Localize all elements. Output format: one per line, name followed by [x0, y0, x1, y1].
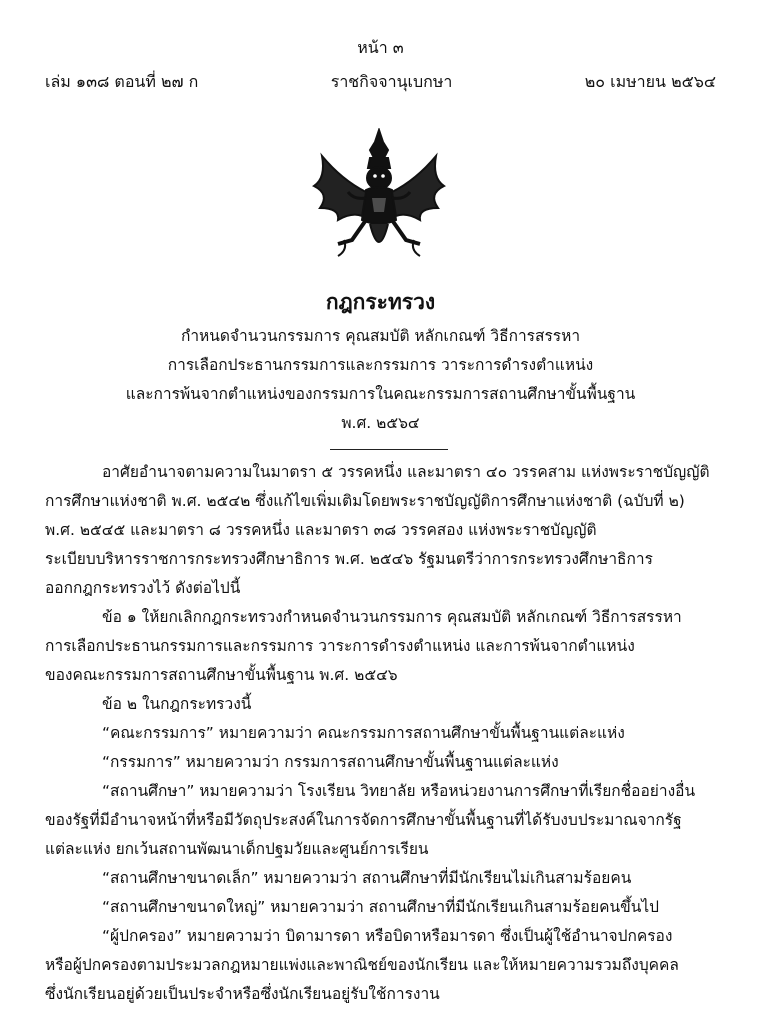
- clause-2: ข้อ ๒ ในกฎกระทรวงนี้: [102, 695, 252, 713]
- clause-1: ข้อ ๑ ให้ยกเลิกกฎกระทรวงกำหนดจำนวนกรรมการ คุณสมบัติ หลักเกณฑ์ วิธีการสรรหา: [102, 608, 682, 626]
- subtitle-line: และการพ้นจากตำแหน่งของกรรมการในคณะกรรมการสถานศึกษาขั้นพื้นฐาน: [125, 385, 636, 403]
- body-line: แต่ละแห่ง ยกเว้นสถานพัฒนาเด็กปฐมวัยและศูนย์การเรียน: [45, 840, 429, 858]
- body-line: ของคณะกรรมการสถานศึกษาขั้นพื้นฐาน พ.ศ. ๒๕๔๖: [45, 666, 398, 684]
- document-subtitle: [40, 322, 721, 438]
- subtitle-year: พ.ศ. ๒๕๖๔: [341, 414, 420, 432]
- subtitle-line: กำหนดจำนวนกรรมการ คุณสมบัติ หลักเกณฑ์ วิธีการสรรหา: [180, 327, 581, 345]
- body-line: ซึ่งนักเรียนอยู่ด้วยเป็นประจำหรือซึ่งนักเรียนอยู่รับใช้การงาน: [45, 985, 440, 1003]
- page-number: หน้า ๓: [357, 38, 404, 57]
- definition-committee: “คณะกรรมการ” หมายความว่า คณะกรรมการสถานศึกษาขั้นพื้นฐานแต่ละแห่ง: [102, 724, 625, 742]
- garuda-emblem-icon: [308, 128, 450, 262]
- publication-name: ราชกิจจานุเบกษา: [330, 72, 453, 91]
- body-line: ระเบียบบริหารราชการกระทรวงศึกษาธิการ พ.ศ. ๒๕๔๖ รัฐมนตรีว่าการกระทรวงศึกษาธิการ: [45, 550, 653, 568]
- publication-date: ๒๐ เมษายน ๒๕๖๔: [584, 72, 716, 91]
- gazette-header: [45, 70, 716, 94]
- document-body: [45, 458, 713, 1009]
- body-line: หรือผู้ปกครองตามประมวลกฎหมายแพ่งและพาณิชย์ของนักเรียน และให้หมายความรวมถึงบุคคล: [45, 956, 679, 974]
- definition-small-school: “สถานศึกษาขนาดเล็ก” หมายความว่า สถานศึกษาที่มีนักเรียนไม่เกินสามร้อยคน: [102, 869, 632, 887]
- document-title: กฎกระทรวง: [325, 290, 436, 314]
- definition-guardian: “ผู้ปกครอง” หมายความว่า บิดามารดา หรือบิดาหรือมารดา ซึ่งเป็นผู้ใช้อำนาจปกครอง: [102, 927, 673, 945]
- body-line: ของรัฐที่มีอำนาจหน้าที่หรือมีวัตถุประสงค์ในการจัดการศึกษาขั้นพื้นฐานที่ได้รับงบประมาณจากรัฐ: [45, 811, 682, 829]
- definition-large-school: “สถานศึกษาขนาดใหญ่” หมายความว่า สถานศึกษาที่มีนักเรียนเกินสามร้อยคนขึ้นไป: [102, 898, 659, 916]
- definition-school: “สถานศึกษา” หมายความว่า โรงเรียน วิทยาลัย หรือหน่วยงานการศึกษาที่เรียกชื่ออย่างอื่น: [102, 782, 696, 800]
- body-line: การเลือกประธานกรรมการและกรรมการ วาระการดำรงตำแหน่ง และการพ้นจากตำแหน่ง: [45, 637, 635, 655]
- definition-member: “กรรมการ” หมายความว่า กรรมการสถานศึกษาขั้นพื้นฐานแต่ละแห่ง: [102, 753, 559, 771]
- body-line: พ.ศ. ๒๕๔๕ และมาตรา ๘ วรรคหนึ่ง และมาตรา ๓๘ วรรคสอง แห่งพระราชบัญญัติ: [45, 521, 597, 539]
- body-line: ออกกฎกระทรวงไว้ ดังต่อไปนี้: [45, 579, 241, 597]
- body-line: การศึกษาแห่งชาติ พ.ศ. ๒๕๔๒ ซึ่งแก้ไขเพิ่มเติมโดยพระราชบัญญัติการศึกษาแห่งชาติ (ฉบับที่ ๒): [45, 492, 685, 510]
- garuda-emblem: [308, 128, 450, 262]
- subtitle-line: การเลือกประธานกรรมการและกรรมการ วาระการดำรงตำแหน่ง: [167, 356, 594, 374]
- title-divider: [330, 449, 448, 450]
- body-line: อาศัยอำนาจตามความในมาตรา ๕ วรรคหนึ่ง และมาตรา ๔๐ วรรคสาม แห่งพระราชบัญญัติ: [102, 463, 710, 481]
- volume-issue: เล่ม ๑๓๘ ตอนที่ ๒๗ ก: [45, 72, 199, 91]
